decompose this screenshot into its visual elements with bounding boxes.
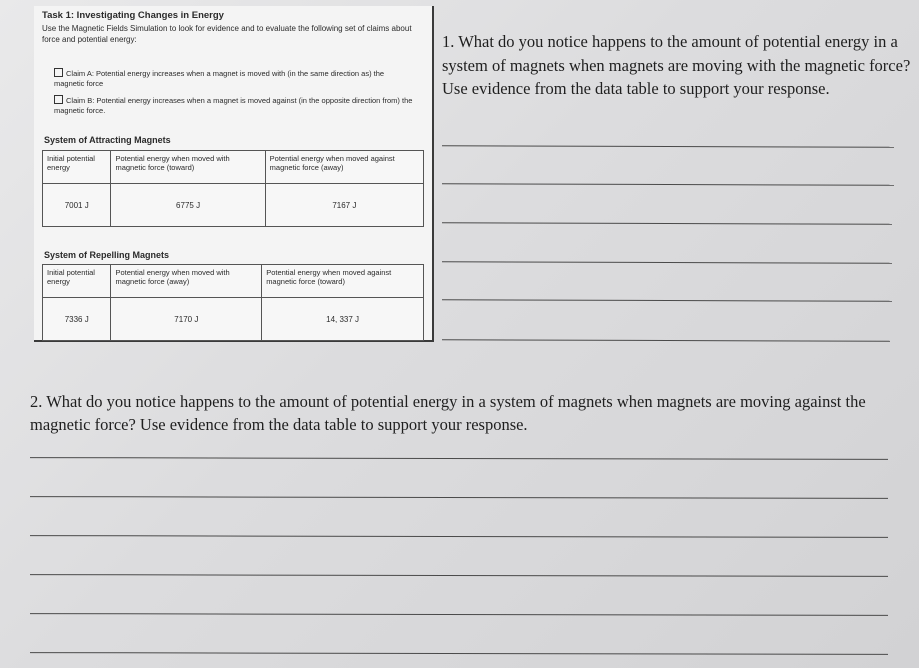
table-header: Potential energy when moved against magnetic force (toward): [262, 265, 424, 298]
table-header: Potential energy when moved with magnetic force (toward): [111, 151, 265, 184]
attracting-table: [42, 150, 424, 227]
answer-line-q1[interactable]: [442, 222, 892, 225]
answer-line-q2[interactable]: [30, 613, 888, 616]
answer-line-q2[interactable]: [30, 574, 888, 577]
answer-line-q1[interactable]: [442, 145, 894, 148]
answer-line-q2[interactable]: [30, 652, 888, 655]
claim-a-text: Claim A: Potential energy increases when a magnet is moved with (in the same direction as) the magnetic force: [54, 69, 385, 88]
answer-line-q2[interactable]: [30, 535, 888, 538]
table-cell: 7001 J: [43, 184, 111, 227]
answer-line-q1[interactable]: [442, 183, 894, 186]
claim-b-checkbox[interactable]: [54, 95, 63, 104]
table-header: Initial potential energy: [43, 151, 111, 184]
table-header: Potential energy when moved against magnetic force (away): [265, 151, 423, 184]
table-row: [43, 298, 424, 341]
task-card: [34, 6, 434, 342]
answer-line-q1[interactable]: [442, 261, 892, 264]
claim-a: [54, 68, 414, 89]
task-title: Task 1: Investigating Changes in Energy: [42, 10, 224, 21]
repelling-title: System of Repelling Magnets: [44, 250, 170, 260]
table-cell: 6775 J: [111, 184, 265, 227]
claim-b-text: Claim B: Potential energy increases when a magnet is moved against (in the opposite direction from) the magnetic force.: [54, 96, 413, 115]
repelling-table: [42, 264, 424, 341]
attracting-title: System of Attracting Magnets: [44, 135, 171, 145]
answer-line-q1[interactable]: [442, 339, 890, 342]
table-header: Initial potential energy: [43, 265, 111, 298]
table-row: [43, 184, 424, 227]
claim-a-checkbox[interactable]: [54, 68, 63, 77]
claim-b: [54, 95, 414, 116]
table-header-row: [43, 265, 424, 298]
task-intro: Use the Magnetic Fields Simulation to look for evidence and to evaluate the following set of claims about force and potential energy:: [42, 24, 412, 44]
table-cell: 14, 337 J: [262, 298, 424, 341]
answer-line-q2[interactable]: [30, 496, 888, 499]
question-1: 1. What do you notice happens to the amount of potential energy in a system of magnets when magnets are moving with the magnetic force? Use evidence from the data table to support your response.: [442, 32, 911, 98]
table-header-row: [43, 151, 424, 184]
answer-line-q1[interactable]: [442, 299, 892, 302]
table-cell: 7336 J: [43, 298, 111, 341]
question-2: 2. What do you notice happens to the amount of potential energy in a system of magnets when magnets are moving against the magnetic force? Use evidence from the data table to support your response.: [30, 392, 866, 434]
table-cell: 7167 J: [265, 184, 423, 227]
table-header: Potential energy when moved with magnetic force (away): [111, 265, 262, 298]
answer-line-q2[interactable]: [30, 457, 888, 460]
table-cell: 7170 J: [111, 298, 262, 341]
